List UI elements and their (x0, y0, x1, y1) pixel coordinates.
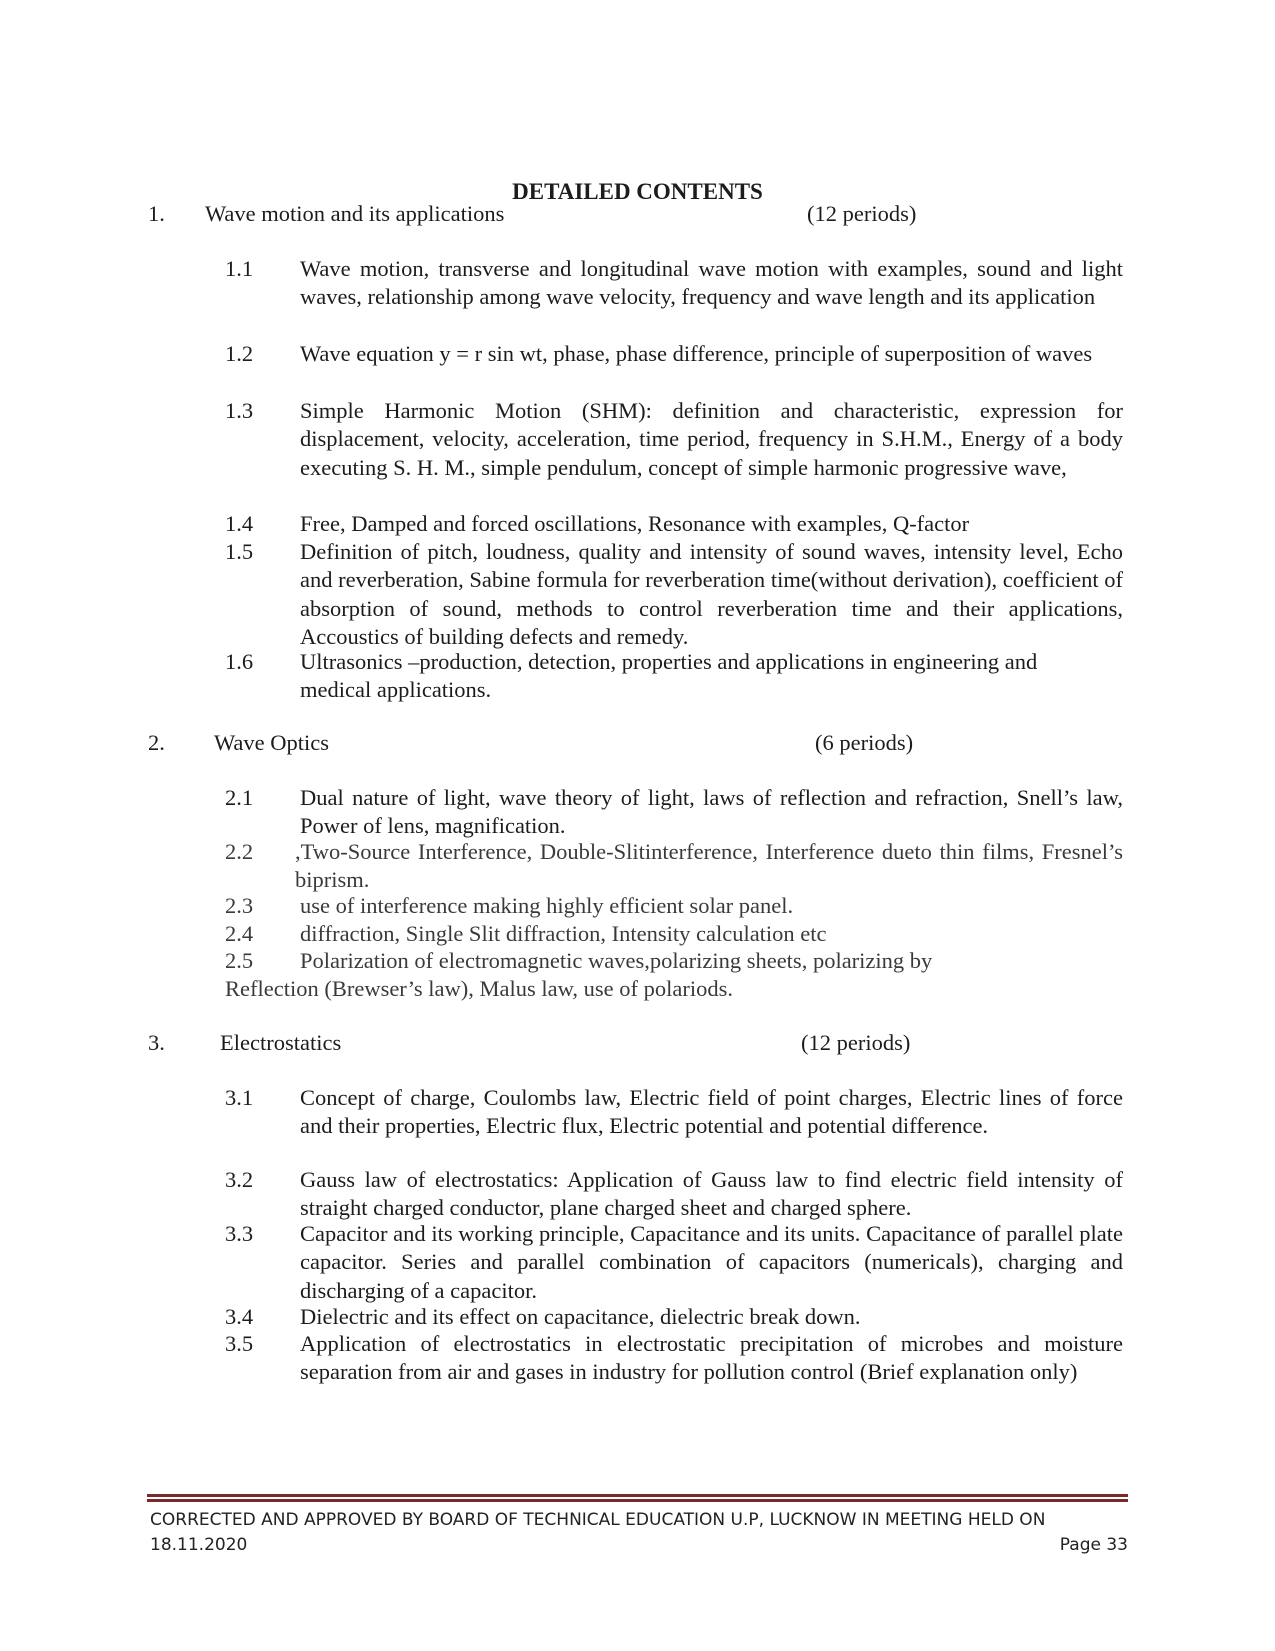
page-number: Page 33 (1059, 1535, 1128, 1555)
item-number: 1.1 (225, 256, 254, 281)
section-heading (148, 729, 1148, 759)
item-text: Definition of pitch, loudness, quality and intensity of sound waves, intensity level, Echo and reverberation, Sabine formula for reverberation time(without derivation), coefficient of absorption of sound, methods to control reverberation time and their applications, Accoustics of building defects and remedy. (300, 539, 1124, 649)
item-number: 2.2 (225, 839, 254, 864)
section-periods: (12 periods) (807, 201, 917, 226)
section-name: Wave motion and its applications (205, 201, 505, 226)
section-number: 1. (148, 201, 165, 226)
item-number: 3.1 (225, 1085, 254, 1110)
item-number: 2.3 (225, 893, 254, 918)
item-text: Wave equation y = r sin wt, phase, phase difference, principle of superposition of waves (300, 341, 1093, 366)
section-name: Electrostatics (220, 1030, 342, 1055)
item-number: 1.2 (225, 341, 254, 366)
item-text: Wave motion, transverse and longitudinal wave motion with examples, sound and light waves, relationship among wave velocity, frequency and wave length and its application (300, 256, 1123, 310)
item-text: Dual nature of light, wave theory of light, laws of reflection and refraction, Snell’s law, Power of lens, magnification. (300, 785, 1123, 839)
section-number: 3. (148, 1030, 165, 1055)
item-text: Dielectric and its effect on capacitance, dielectric break down. (300, 1304, 861, 1329)
item-text: Concept of charge, Coulombs law, Electric field of point charges, Electric lines of force and their properties, Electric flux, Electric potential and potential difference. (300, 1085, 1123, 1139)
item-number: 2.4 (225, 921, 254, 946)
item-text: Capacitor and its working principle, Capacitance and its units. Capacitance of parallel plate capacitor. Series and parallel combination of capacitors (numericals), charging and discharging of a capacitor. (300, 1221, 1124, 1303)
section-heading (148, 1029, 1148, 1059)
footer-rule (147, 1499, 1128, 1502)
footer-rule (147, 1494, 1128, 1497)
footer-date: 18.11.2020 (150, 1535, 248, 1555)
item-text: Simple Harmonic Motion (SHM): definition and characteristic, expression for displacement, velocity, acceleration, time period, frequency in S.H.M., Energy of a body executing S. H. M., simple pendulum, concept of simple harmonic progressive wave, (300, 398, 1123, 480)
section-heading (148, 200, 1148, 230)
item-text: Polarization of electromagnetic waves,polarizing sheets, polarizing by (300, 948, 933, 973)
item-text: Ultrasonics –production, detection, properties and applications in engineering and medical applications. (300, 649, 1038, 703)
item-number: 1.5 (225, 539, 254, 564)
item-number: 2.1 (225, 785, 254, 810)
section-periods: (12 periods) (801, 1030, 911, 1055)
item-number: 3.3 (225, 1221, 254, 1246)
item-text: Gauss law of electrostatics: Application of Gauss law to find electric field intensity of straight charged conductor, plane charged sheet and charged sphere. (300, 1167, 1123, 1221)
item-number: 3.4 (225, 1304, 254, 1329)
section-periods: (6 periods) (815, 730, 914, 755)
item-continuation: Reflection (Brewser’s law), Malus law, use of polariods. (225, 976, 733, 1001)
page-title: DETAILED CONTENTS (512, 179, 763, 204)
item-number: 3.2 (225, 1167, 254, 1192)
page-footer (150, 1508, 1128, 1555)
item-text: diffraction, Single Slit diffraction, Intensity calculation etc (300, 921, 827, 946)
item-text: Free, Damped and forced oscillations, Resonance with examples, Q-factor (300, 511, 970, 536)
section-name: Wave Optics (214, 730, 330, 755)
item-number: 1.4 (225, 511, 254, 536)
item-text: Application of electrostatics in electrostatic precipitation of microbes and moisture separation from air and gases in industry for pollution control (Brief explanation only) (300, 1331, 1124, 1385)
item-number: 1.3 (225, 398, 254, 423)
item-text: ,Two-Source Interference, Double-Slitinterference, Interference dueto thin films, Fresnel’s biprism. (295, 839, 1124, 893)
section-number: 2. (148, 730, 165, 755)
item-number: 2.5 (225, 948, 254, 973)
item-number: 3.5 (225, 1331, 254, 1356)
item-text: use of interference making highly efficient solar panel. (300, 893, 794, 918)
footer-approval-text: CORRECTED AND APPROVED BY BOARD OF TECHNICAL EDUCATION U.P, LUCKNOW IN MEETING HELD ON (150, 1510, 1046, 1530)
item-number: 1.6 (225, 649, 254, 674)
